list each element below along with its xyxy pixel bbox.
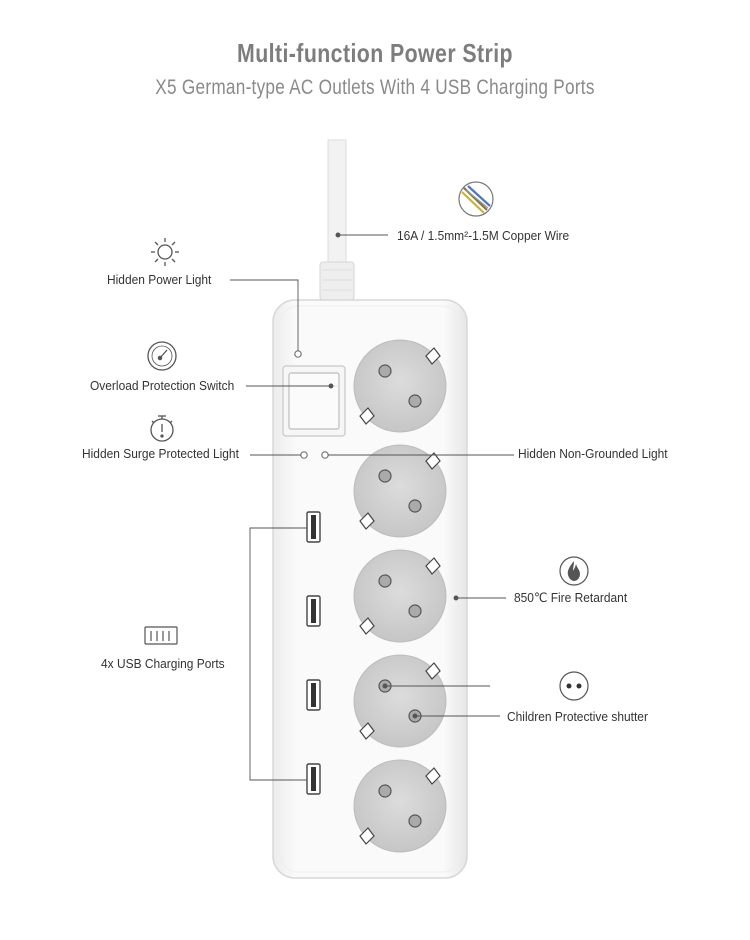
alert-icon	[151, 416, 173, 441]
usb-port[interactable]	[307, 596, 320, 626]
overload-switch-label: Overload Protection Switch	[90, 378, 235, 393]
copper-wire-label: 16A / 1.5mm²-1.5M Copper Wire	[397, 228, 570, 243]
flame-icon	[560, 557, 588, 585]
sun-icon	[151, 238, 179, 266]
non-grounded-light-dot	[322, 452, 328, 458]
shutter-icon	[560, 672, 588, 700]
ac-outlet[interactable]	[354, 655, 446, 747]
fire-retardant-label: 850℃ Fire Retardant	[514, 590, 628, 605]
ac-outlet[interactable]	[354, 760, 446, 852]
page-subtitle: X5 German-type AC Outlets With 4 USB Charging Ports	[155, 76, 595, 99]
shutter-label: Children Protective shutter	[507, 709, 648, 724]
ac-outlet[interactable]	[354, 550, 446, 642]
gauge-icon	[148, 342, 176, 370]
power-cable	[320, 140, 354, 300]
non-grounded-light-label: Hidden Non-Grounded Light	[518, 446, 668, 461]
usb-port[interactable]	[307, 680, 320, 710]
usb-port[interactable]	[307, 512, 320, 542]
surge-light-label: Hidden Surge Protected Light	[82, 446, 239, 461]
usb-ports-label: 4x USB Charging Ports	[101, 656, 225, 671]
page-title: Multi-function Power Strip	[237, 38, 513, 68]
surge-light-dot	[301, 452, 307, 458]
overload-switch[interactable]	[283, 366, 345, 436]
power-light-label: Hidden Power Light	[107, 272, 212, 287]
power-light-dot	[295, 351, 301, 357]
ac-outlet[interactable]	[354, 445, 446, 537]
usb-port[interactable]	[307, 764, 320, 794]
ac-outlet[interactable]	[354, 340, 446, 432]
wire-icon	[459, 182, 493, 216]
usb-icon	[145, 627, 177, 644]
